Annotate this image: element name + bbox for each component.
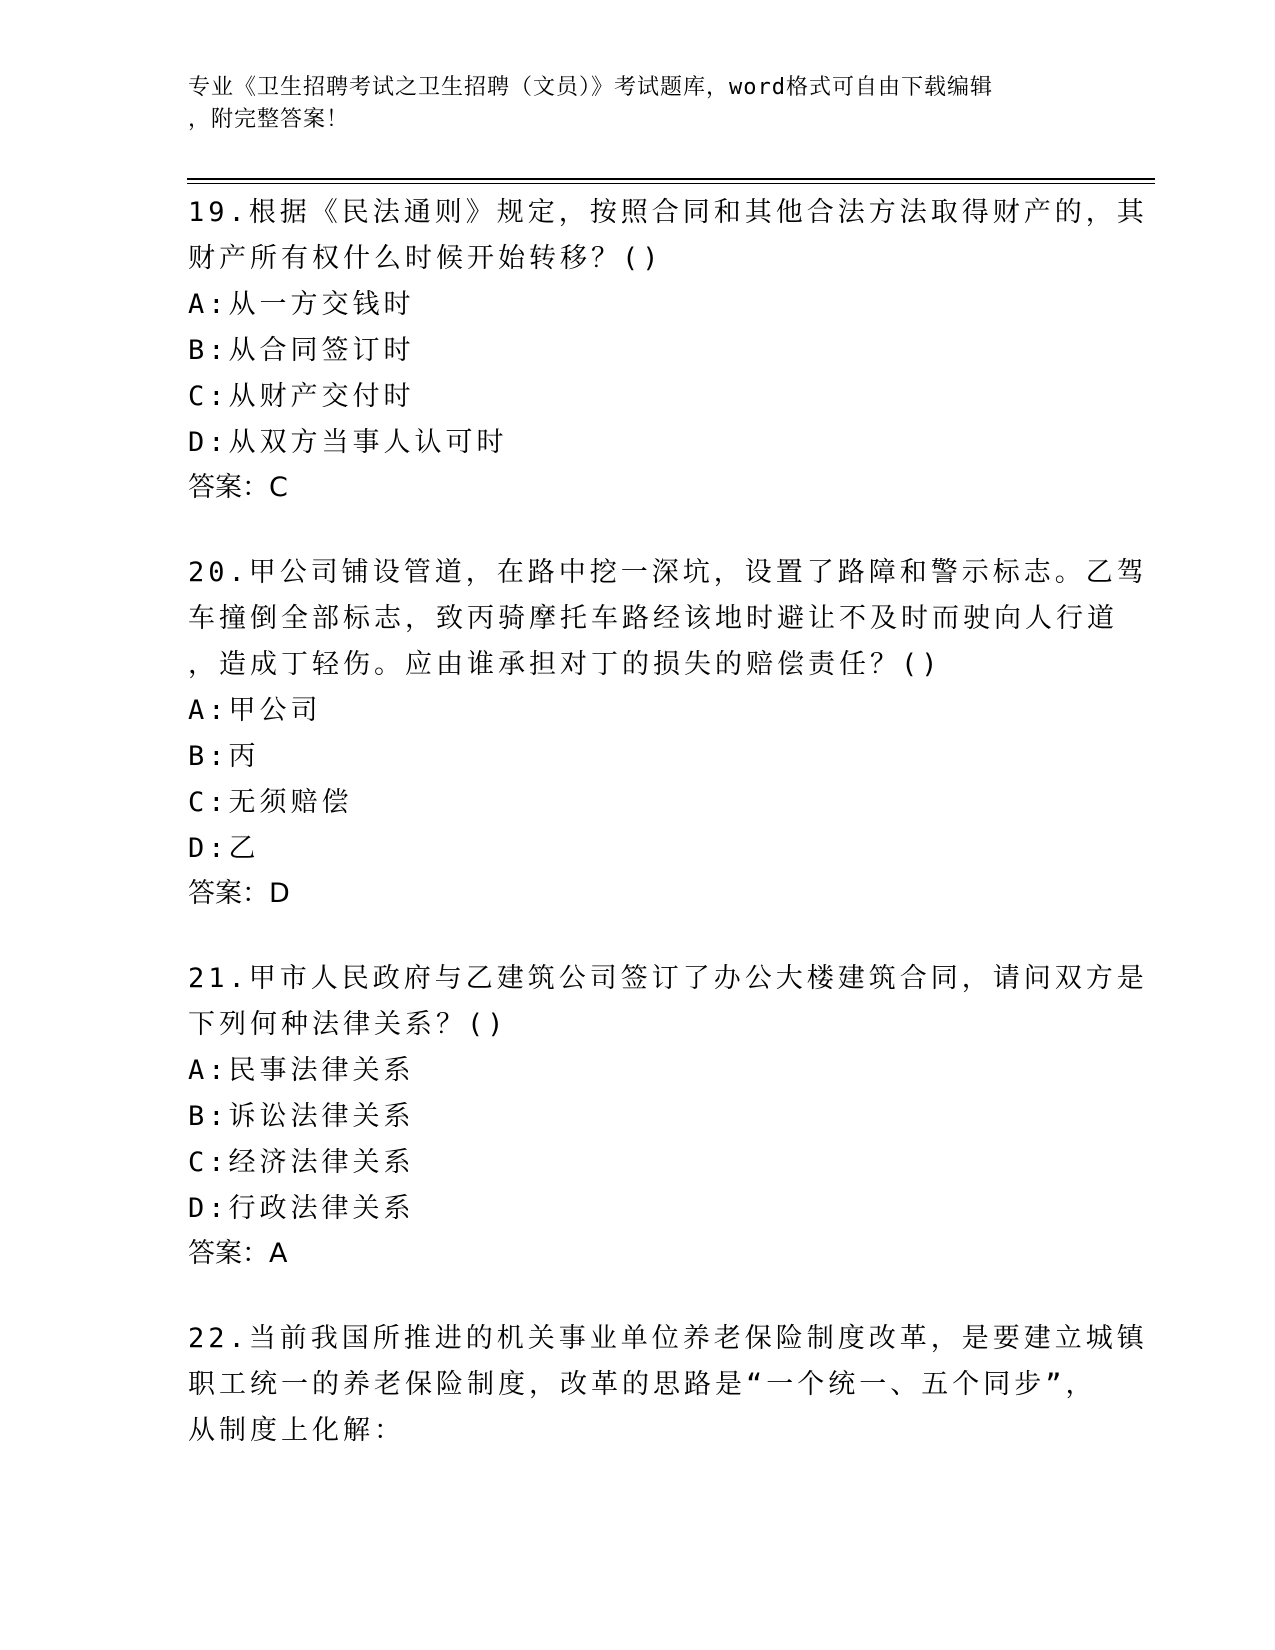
question-19 xyxy=(188,190,1148,510)
option-c: C:无须赔偿 xyxy=(188,787,353,818)
header-line-1: 专业《卫生招聘考试之卫生招聘（文员）》考试题库，word格式可自由下载编辑 xyxy=(188,75,993,100)
question-stem-line: 22.当前我国所推进的机关事业单位养老保险制度改革，是要建立城镇 xyxy=(188,1323,1148,1354)
question-list xyxy=(188,190,1148,1494)
option-c: C:从财产交付时 xyxy=(188,381,415,412)
option-d: D:乙 xyxy=(188,833,260,864)
question-20 xyxy=(188,550,1148,916)
question-stem-line: 21.甲市人民政府与乙建筑公司签订了办公大楼建筑合同，请问双方是 xyxy=(188,963,1148,994)
option-b: B:丙 xyxy=(188,741,260,772)
question-stem-line: 从制度上化解： xyxy=(188,1415,405,1446)
option-a: A:从一方交钱时 xyxy=(188,289,415,320)
option-b: B:诉讼法律关系 xyxy=(188,1101,415,1132)
option-d: D:行政法律关系 xyxy=(188,1193,415,1224)
question-stem-line: 下列何种法律关系？() xyxy=(188,1009,508,1040)
header-line-2: ，附完整答案！ xyxy=(188,107,350,132)
answer-line: 答案：D xyxy=(188,878,290,909)
header-rule-thick xyxy=(187,178,1155,180)
answer-line: 答案：A xyxy=(188,1238,288,1269)
question-stem-line: 19.根据《民法通则》规定，按照合同和其他合法方法取得财产的，其 xyxy=(188,197,1148,228)
option-b: B:从合同签订时 xyxy=(188,335,415,366)
question-stem-line: 车撞倒全部标志，致丙骑摩托车路经该地时避让不及时而驶向人行道 xyxy=(188,603,1118,634)
question-stem-line: 财产所有权什么时候开始转移？() xyxy=(188,243,663,274)
question-22 xyxy=(188,1316,1148,1454)
answer-line: 答案：C xyxy=(188,472,288,503)
question-stem-line: 职工统一的养老保险制度，改革的思路是“一个统一、五个同步”， xyxy=(188,1369,1097,1400)
option-d: D:从双方当事人认可时 xyxy=(188,427,508,458)
header-rule-thin xyxy=(187,183,1155,184)
option-a: A:民事法律关系 xyxy=(188,1055,415,1086)
document-header xyxy=(188,72,1088,136)
question-stem-line: ，造成丁轻伤。应由谁承担对丁的损失的赔偿责任？() xyxy=(188,649,942,680)
question-stem-line: 20.甲公司铺设管道，在路中挖一深坑，设置了路障和警示标志。乙驾 xyxy=(188,557,1148,588)
option-a: A:甲公司 xyxy=(188,695,322,726)
option-c: C:经济法律关系 xyxy=(188,1147,415,1178)
question-21 xyxy=(188,956,1148,1276)
